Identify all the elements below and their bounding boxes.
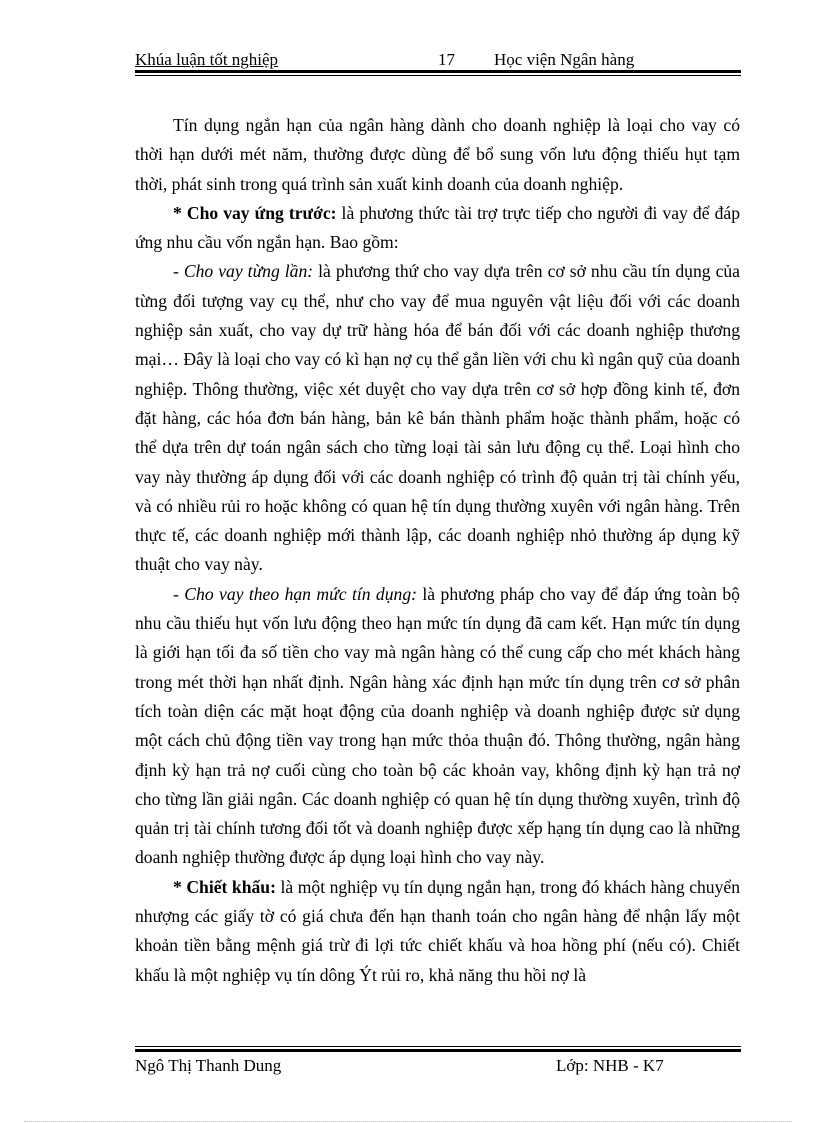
page-number: 17 bbox=[438, 50, 455, 69]
header-institution: Học viện Ngân hàng bbox=[494, 50, 635, 69]
footer-class: Lớp: NHB - K7 bbox=[556, 1056, 664, 1075]
footer-rule-thick bbox=[135, 1049, 741, 1052]
body-text bbox=[135, 111, 740, 990]
paragraph-short-term-credit: Tín dụng ngắn hạn của ngân hàng dành cho doanh nghiệp là loại cho vay có thời hạn dưới mét năm, thường được dùng để bổ sung vốn lưu động thiếu hụt tạm thời, phát sinh trong quá trình sản xuất kinh doanh của doanh nghiệp. bbox=[135, 115, 740, 194]
footer-author: Ngô Thị Thanh Dung bbox=[135, 1056, 282, 1075]
paragraph-advance-loan: * Cho vay ứng trước: là phương thức tài trợ trực tiếp cho người đi vay để đáp ứng nhu cầu vốn ngắn hạn. Bao gồm: bbox=[135, 202, 740, 253]
header-thesis-title: Khúa luận tốt nghiệp bbox=[135, 50, 279, 69]
heading-advance-loan: * Cho vay ứng trước: bbox=[173, 202, 337, 223]
header-rule-thin bbox=[135, 75, 741, 76]
paragraph-single-loan: - Cho vay từng lần: là phương thứ cho vay dựa trên cơ sở nhu cầu tín dụng của từng đối tượng vay cụ thể, như cho vay để mua nguyên vật liệu đối với các doanh nghiệp sản xuất, cho vay dự trữ hàng hóa để bán đối với các doanh nghiệp thương mại… Đây là loại cho vay có kì hạn nợ cụ thể gắn liền với chu kì ngân quỹ của doanh nghiệp. Thông thường, việc xét duyệt cho vay dựa trên cơ sở hợp đồng kinh tế, đơn đặt hàng, các hóa đơn bán hàng, bản kê bán thành phẩm hoặc thành phẩm, hoặc có thể dựa trên dự toán ngân sách cho từng loại tài sản lưu động cụ thể. Loại hình cho vay này thường áp dụng đối với các doanh nghiệp có trình độ quản trị tài chính yếu, và có nhiều rủi ro hoặc không có quan hệ tín dụng thường xuyên với ngân hàng. Trên thực tế, các doanh nghiệp mới thành lập, các doanh nghiệp nhỏ thường áp dụng kỹ thuật cho vay này. bbox=[135, 261, 740, 575]
paragraph-discounting: * Chiết khấu: là một nghiệp vụ tín dụng ngắn hạn, trong đó khách hàng chuyển nhượng các giấy tờ có giá chưa đến hạn thanh toán cho ngân hàng để nhận lấy một khoản tiền bằng mệnh giá trừ đi lợi tức chiết khấu và hoa hồng phí (nếu có). Chiết khấu là một nghiệp vụ tín dông Ýt rủi ro, khả năng thu hồi nợ là bbox=[135, 876, 740, 985]
term-single-loan: - Cho vay từng lần: bbox=[173, 261, 314, 282]
term-credit-line: - Cho vay theo hạn mức tín dụng: bbox=[173, 583, 417, 604]
page-bottom-dotted-line bbox=[24, 1121, 792, 1122]
header-rule-thick bbox=[135, 70, 741, 73]
heading-discounting: * Chiết khấu: bbox=[173, 876, 276, 897]
page-footer bbox=[135, 1055, 741, 1079]
footer-rule-thin bbox=[135, 1046, 741, 1047]
paragraph-credit-line: - Cho vay theo hạn mức tín dụng: là phương pháp cho vay để đáp ứng toàn bộ nhu cầu thiếu hụt vốn lưu động theo hạn mức tín dụng đã cam kết. Hạn mức tín dụng là giới hạn tối đa số tiền cho vay mà ngân hàng có thể cung cấp cho mét khách hàng trong mét thời hạn nhất định. Ngân hàng xác định hạn mức tín dụng trên cơ sở phân tích toàn diện các mặt hoạt động của doanh nghiệp và doanh nghiệp được sử dụng một cách chủ động tiền vay trong hạn mức thỏa thuận đó. Thông thường, ngân hàng định kỳ hạn trả nợ cuối cùng cho toàn bộ các khoản vay, không định kỳ hạn trả nợ cho từng lần giải ngân. Các doanh nghiệp có quan hệ tín dụng thường xuyên, trình độ quản trị tài chính tương đối tốt và doanh nghiệp được xếp hạng tín dụng cao là những doanh nghiệp thường được áp dụng loại hình cho vay này. bbox=[135, 583, 740, 868]
